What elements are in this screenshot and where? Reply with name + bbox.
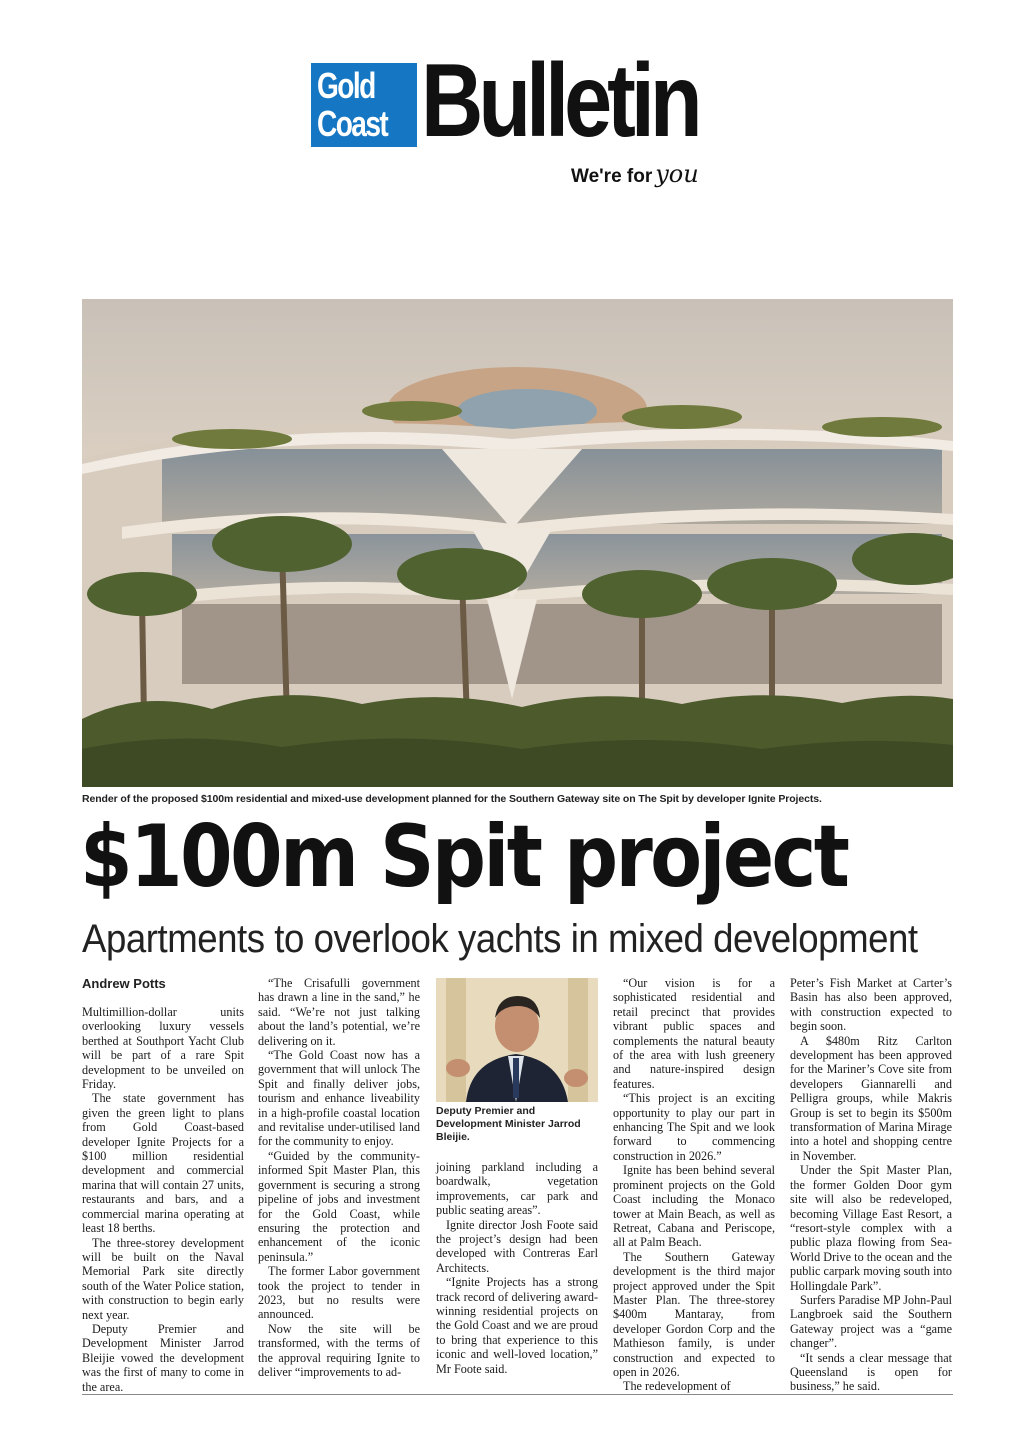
byline: Andrew Potts	[82, 976, 166, 991]
gold-coast-logo	[311, 63, 417, 147]
bottom-rule	[82, 1394, 953, 1395]
paragraph: “The Gold Coast now has a government that will unlock The Spit and finally deliver jobs, tourism and enhance liveability in a high-profile coastal location and revitalise under-utilised land for the community to enjoy.	[258, 1048, 420, 1149]
paragraph: Multimillion-dollar units overlooking luxury vessels berthed at Southport Yacht Club will be part of a rare Spit development to be unveiled on Friday.	[82, 1005, 244, 1092]
paragraph: Peter’s Fish Market at Carter’s Basin has also been approved, with construction expected to begin soon.	[790, 976, 952, 1034]
paragraph: joining parkland including a boardwalk, vegetation improvements, car park and public seating areas”.	[436, 1160, 598, 1218]
paragraph: The Southern Gateway development is the third major project approved under the Spit Master Plan. The three-storey $400m Mantaray, from developer Gordon Corp and the Mathieson family, is under construction and expected to open in 2026.	[613, 1249, 775, 1379]
masthead-tagline	[571, 160, 699, 188]
paragraph: “Our vision is for a sophisticated residential and retail precinct that provides vibrant public spaces and complements the natural beauty of the area with lush greenery and nature-inspired design features.	[613, 976, 775, 1091]
tagline-script: you	[655, 160, 699, 188]
article-column-1	[82, 1005, 244, 1394]
paragraph: “Guided by the community-informed Spit Master Plan, this government is securing a strong pipeline of jobs and investment for the Gold Coast, while ensuring the protection and enhancement of the iconic peninsula.”	[258, 1148, 420, 1264]
paragraph: Ignite has been behind several prominent projects on the Gold Coast including the Monaco tower at Main Beach, as well as Retreat, Cabana and Periscope, all at Palm Beach.	[613, 1163, 775, 1250]
paragraph: “The Crisafulli government has drawn a line in the sand,” he said. “We’re not just talking about the land’s potential, we’re delivering on it.	[258, 976, 420, 1048]
paragraph: Now the site will be transformed, with the terms of the approval requiring Ignite to deliver “improvements to ad-	[258, 1321, 420, 1379]
paragraph: “Ignite Projects has a strong track record of delivering award-winning residential projects on the Gold Coast and we are proud to bring that experience to this iconic and well-loved location,” Mr Foote said.	[436, 1275, 598, 1376]
paragraph: The redevelopment of	[623, 1379, 731, 1394]
paragraph: The former Labor government took the project to tender in 2023, but no results were announced.	[258, 1264, 420, 1322]
development-render-image	[82, 299, 953, 787]
paragraph: “This project is an exciting opportunity to play our part in enhancing The Spit and we look forward to commencing construction in 2026.”	[613, 1091, 775, 1163]
portrait-caption: Deputy Premier and Development Minister Jarrod Bleijie.	[436, 1105, 581, 1143]
logo-line-2: Coast	[317, 103, 388, 144]
article-column-4	[613, 976, 775, 1394]
paragraph: Under the Spit Master Plan, the former Golden Door gym site will also be redeveloped, becoming Village East Resort, a “resort-style complex with a public plaza flowing from Sea-World Drive to the ocean and the public carpark moving south into Hollingdale Park”.	[790, 1163, 952, 1293]
paragraph: Deputy Premier and Development Minister Jarrod Bleijie vowed the development was the first of many to come in the area.	[82, 1321, 244, 1394]
paragraph: The state government has given the green light to plans from Gold Coast-based developer Ignite Projects for a $100 million residential development and commercial marina that will contain 27 units, restaurants and bars, and a commercial marina operating at least 18 berths.	[82, 1091, 244, 1236]
article-column-2	[258, 976, 420, 1379]
article-column-3	[436, 1160, 598, 1376]
subheadline: Apartments to overlook yachts in mixed development	[82, 917, 918, 961]
masthead	[311, 43, 741, 195]
masthead-title: Bulletin	[421, 43, 698, 159]
tagline-text: We're for	[571, 166, 653, 187]
photo-caption: Render of the proposed $100m residential and mixed-use development planned for the Southern Gateway site on The Spit by developer Ignite Projects.	[82, 793, 822, 805]
portrait-photo	[436, 978, 598, 1102]
paragraph: The three-storey development will be built on the Naval Memorial Park site directly south of the Water Police station, with construction to begin early next year.	[82, 1235, 244, 1322]
paragraph: “It sends a clear message that Queensland is open for business,” he said.	[790, 1350, 952, 1394]
article-column-5	[790, 976, 952, 1394]
paragraph: Surfers Paradise MP John-Paul Langbroek said the Southern Gateway project was a “game changer”.	[790, 1292, 952, 1351]
logo-line-1: Gold	[317, 65, 375, 106]
headline: $100m Spit project	[80, 807, 848, 907]
paragraph: A $480m Ritz Carlton development has been approved for the Mariner’s Cove site from developers Giannarelli and Pelligra groups, while Makris Group is set to begin its $500m transformation of Marina Mirage into a hotel and shopping centre in November.	[790, 1033, 952, 1163]
paragraph: Ignite director Josh Foote said the project’s design had been developed with Contreras Earl Architects.	[436, 1217, 598, 1275]
